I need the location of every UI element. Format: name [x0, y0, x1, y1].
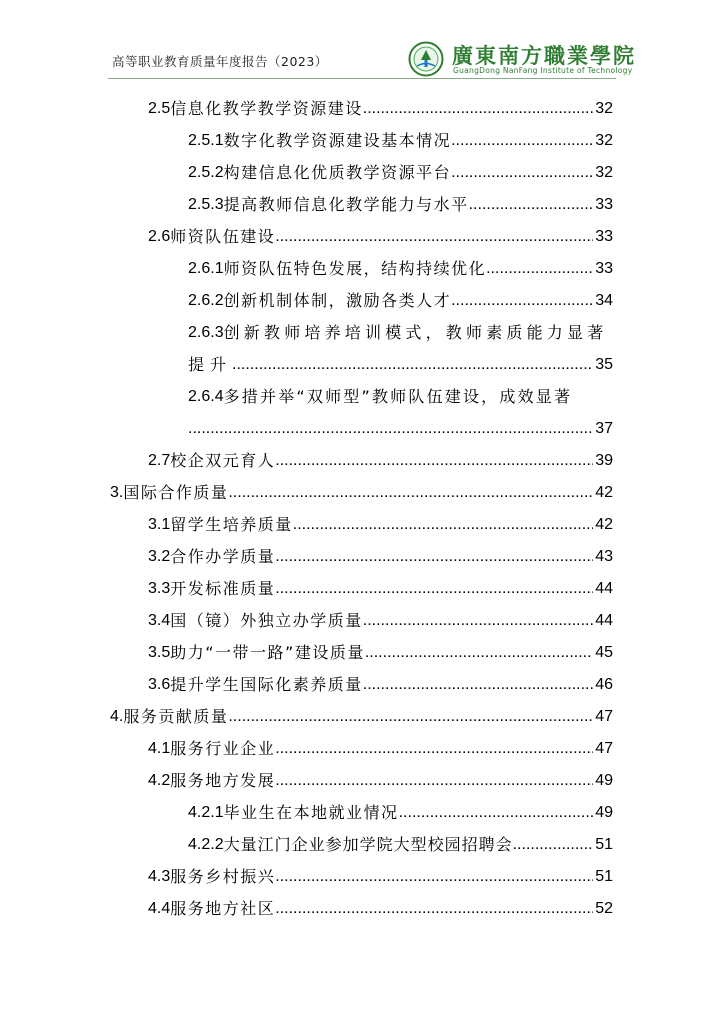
toc-title: 国际合作质量 [123, 483, 229, 502]
toc-title: 服务地方社区 [170, 899, 276, 918]
toc-number: 3. [110, 484, 124, 501]
toc-leader [363, 99, 593, 119]
toc-title: 数字化教学资源建设基本情况 [223, 131, 452, 150]
toc-number: 2.5.1 [188, 132, 224, 149]
toc-page: 47 [595, 740, 613, 757]
toc-entry[interactable] [148, 600, 613, 631]
toc-number: 2.5 [148, 100, 171, 117]
toc-entry[interactable] [148, 440, 613, 471]
toc-leader [399, 803, 594, 823]
toc-page: 32 [595, 100, 613, 117]
toc-title: 创新机制体制，激励各类人才 [223, 291, 452, 310]
toc-title: 创新教师培养培训模式，教师素质能力显著 [223, 323, 608, 342]
college-emblem-icon [408, 41, 444, 77]
toc-number: 4.2.2 [188, 836, 224, 853]
toc-leader [275, 451, 593, 471]
toc-leader [275, 579, 593, 599]
toc-number: 2.5.2 [188, 164, 224, 181]
toc-page: 51 [595, 836, 613, 853]
toc-leader [513, 835, 594, 855]
toc-number: 3.6 [148, 676, 171, 693]
toc-entry[interactable] [148, 664, 613, 695]
toc-title: 校企双元育人 [170, 451, 276, 470]
toc-number: 4.3 [148, 868, 171, 885]
toc-entry[interactable] [148, 856, 613, 887]
toc-page: 33 [595, 196, 613, 213]
toc-entry[interactable] [188, 248, 613, 279]
toc-entry[interactable] [110, 472, 613, 503]
toc-page: 49 [595, 772, 613, 789]
toc-number: 2.6.2 [188, 292, 224, 309]
toc-page: 44 [595, 612, 613, 629]
toc-page: 43 [595, 548, 613, 565]
toc-page: 42 [595, 516, 613, 533]
toc-number: 4.4 [148, 900, 171, 917]
toc-title-continued: 提升 [188, 355, 233, 374]
toc-page: 32 [595, 164, 613, 181]
toc-title: 提高教师信息化教学能力与水平 [223, 195, 469, 214]
toc-page: 33 [595, 228, 613, 245]
toc-title: 服务行业企业 [170, 739, 276, 758]
toc-title: 开发标准质量 [170, 579, 276, 598]
toc-entry[interactable] [148, 504, 613, 535]
toc-page: 34 [595, 292, 613, 309]
toc-page: 42 [595, 484, 613, 501]
toc-entry[interactable] [148, 728, 613, 759]
toc-entry[interactable] [148, 88, 613, 119]
toc-leader [232, 355, 593, 375]
toc-leader [293, 515, 593, 535]
toc-page: 39 [595, 452, 613, 469]
college-name-en: GuangDong NanFang Institute of Technology [453, 66, 633, 75]
toc-number: 2.6.4 [188, 388, 224, 405]
toc-leader [228, 483, 593, 503]
toc-page: 46 [595, 676, 613, 693]
toc-entry[interactable] [188, 408, 613, 439]
toc-number: 2.6 [148, 228, 171, 245]
toc-title: 多措并举“双师型”教师队伍建设，成效显著 [223, 387, 573, 406]
toc-title: 国（镜）外独立办学质量 [170, 611, 363, 630]
toc-number: 3.3 [148, 580, 171, 597]
toc-title: 服务贡献质量 [123, 707, 229, 726]
toc-entry[interactable] [188, 184, 613, 215]
header-divider [108, 78, 616, 79]
toc-page: 49 [595, 804, 613, 821]
toc-page: 33 [595, 260, 613, 277]
toc-title: 合作办学质量 [170, 547, 276, 566]
toc-leader [275, 547, 593, 567]
toc-entry[interactable] [188, 792, 613, 823]
toc-entry[interactable] [188, 120, 613, 151]
toc-title: 构建信息化优质教学资源平台 [223, 163, 452, 182]
toc-number: 4. [110, 708, 124, 725]
toc-title: 师资队伍特色发展，结构持续优化 [223, 259, 487, 278]
toc-entry[interactable] [188, 344, 613, 375]
toc-page: 37 [595, 420, 613, 437]
toc-leader [365, 643, 593, 663]
toc-leader [451, 163, 593, 183]
toc-leader [363, 675, 593, 695]
toc-title: 留学生培养质量 [170, 515, 293, 534]
toc-number: 2.7 [148, 452, 171, 469]
report-title: 高等职业教育质量年度报告（2023） [112, 54, 328, 69]
toc-title: 提升学生国际化素养质量 [170, 675, 363, 694]
toc-entry[interactable] [148, 216, 613, 247]
toc-entry[interactable] [148, 568, 613, 599]
toc-entry[interactable] [188, 280, 613, 311]
toc-leader [228, 707, 593, 727]
toc-leader [451, 131, 593, 151]
toc-leader [363, 611, 593, 631]
toc-title: 师资队伍建设 [170, 227, 276, 246]
toc-leader [188, 419, 593, 439]
toc-entry[interactable] [110, 696, 613, 727]
toc-page: 51 [595, 868, 613, 885]
toc-leader [275, 739, 593, 759]
toc-leader [275, 227, 593, 247]
toc-entry[interactable] [148, 760, 613, 791]
toc-page: 35 [595, 356, 613, 373]
college-name-cn: 廣東南方職業學院 [452, 43, 636, 68]
toc-entry[interactable] [188, 824, 613, 855]
toc-title: 信息化教学教学资源建设 [170, 99, 363, 118]
toc-page: 44 [595, 580, 613, 597]
toc-number: 4.2.1 [188, 804, 224, 821]
toc-entry-line-1[interactable] [188, 376, 572, 407]
toc-title: 服务地方发展 [170, 771, 276, 790]
toc-leader [275, 771, 593, 791]
toc-number: 4.1 [148, 740, 171, 757]
toc-number: 3.4 [148, 612, 171, 629]
toc-page: 47 [595, 708, 613, 725]
toc-page: 45 [595, 644, 613, 661]
toc-entry[interactable] [188, 152, 613, 183]
toc-number: 3.1 [148, 516, 171, 533]
toc-number: 2.5.3 [188, 196, 224, 213]
toc-leader [275, 867, 593, 887]
toc-entry[interactable] [148, 536, 613, 567]
toc-number: 3.5 [148, 644, 171, 661]
toc-entry[interactable] [148, 888, 613, 919]
toc-title: 服务乡村振兴 [170, 867, 276, 886]
toc-page: 32 [595, 132, 613, 149]
toc-title: 助力“一带一路”建设质量 [170, 643, 365, 662]
toc-leader [451, 291, 593, 311]
toc-leader [486, 259, 593, 279]
toc-leader [469, 195, 594, 215]
toc-page: 52 [595, 900, 613, 917]
toc-number: 2.6.1 [188, 260, 224, 277]
toc-number: 3.2 [148, 548, 171, 565]
toc-title: 毕业生在本地就业情况 [223, 803, 399, 822]
toc-entry-line-1[interactable] [188, 312, 607, 343]
toc-title: 大量江门企业参加学院大型校园招聘会 [223, 835, 513, 854]
page-header [0, 0, 724, 90]
toc-leader [275, 899, 593, 919]
toc-number: 4.2 [148, 772, 171, 789]
toc-number: 2.6.3 [188, 324, 224, 341]
toc-entry[interactable] [148, 632, 613, 663]
